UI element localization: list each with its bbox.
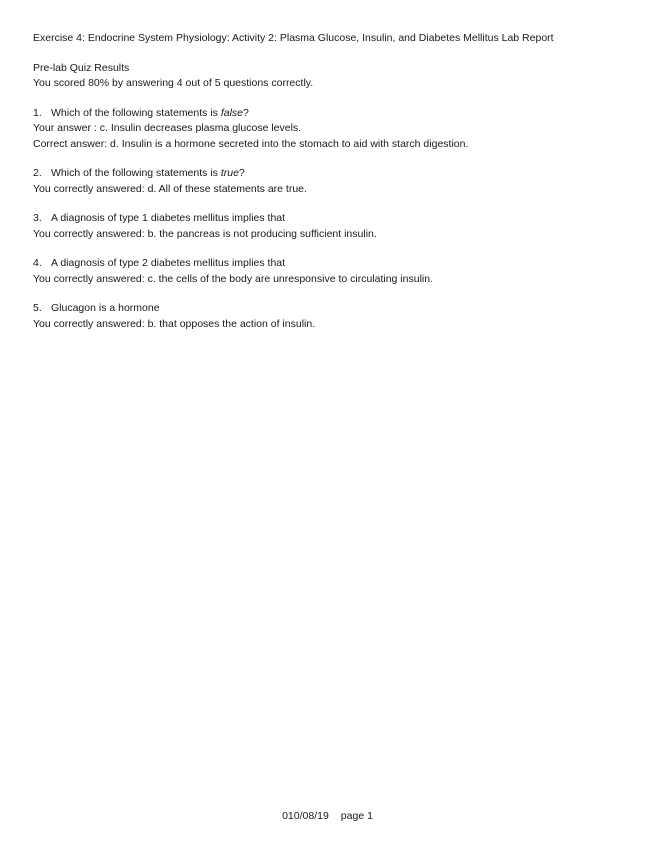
question-prompt [33, 166, 633, 182]
quiz-score-text: You scored 80% by answering 4 out of 5 questions correctly. [33, 77, 314, 89]
question-text: Which of the following statements is [51, 167, 221, 179]
report-title: Exercise 4: Endocrine System Physiology: Activity 2: Plasma Glucose, Insulin, and Diabetes Mellitus Lab Report [33, 32, 554, 44]
question-prompt [33, 106, 633, 122]
page-footer [0, 809, 655, 823]
question-1 [33, 106, 633, 153]
question-prompt [33, 256, 633, 272]
question-prompt [33, 211, 633, 227]
question-prompt [33, 301, 633, 317]
answer-line: You correctly answered: d. All of these statements are true. [33, 182, 307, 195]
question-text-end: ? [243, 106, 249, 119]
answer-line: You correctly answered: c. the cells of the body are unresponsive to circulating insulin. [33, 272, 433, 285]
answer-line: You correctly answered: b. that opposes the action of insulin. [33, 317, 316, 330]
question-2 [33, 166, 633, 197]
question-number: 3. [33, 212, 42, 224]
question-4 [33, 256, 633, 287]
your-answer: Your answer : c. Insulin decreases plasma glucose levels. [33, 122, 302, 134]
footer-date: 010/08/19 [282, 810, 329, 822]
question-5 [33, 301, 633, 332]
question-text: A diagnosis of type 2 diabetes mellitus implies that [51, 257, 286, 269]
question-number: 1. [33, 106, 42, 119]
correct-answer: Correct answer: d. Insulin is a hormone secreted into the stomach to aid with starch digestion. [33, 137, 469, 150]
answer-line: You correctly answered: b. the pancreas is not producing sufficient insulin. [33, 227, 377, 240]
question-number: 5. [33, 302, 42, 314]
page-number: page 1 [340, 810, 373, 822]
question-text: Which of the following statements is [51, 106, 221, 119]
question-emphasis: true [220, 167, 239, 179]
question-text-end: ? [238, 167, 245, 179]
question-3 [33, 211, 633, 242]
question-emphasis: false [220, 106, 244, 119]
question-number: 2. [33, 167, 42, 179]
quiz-results-section [33, 61, 633, 92]
report-page [33, 31, 633, 346]
question-text: Glucagon is a hormone [51, 302, 160, 314]
question-number: 4. [33, 257, 42, 269]
question-text: A diagnosis of type 1 diabetes mellitus implies that [51, 212, 286, 224]
quiz-results-heading: Pre-lab Quiz Results [33, 61, 130, 74]
